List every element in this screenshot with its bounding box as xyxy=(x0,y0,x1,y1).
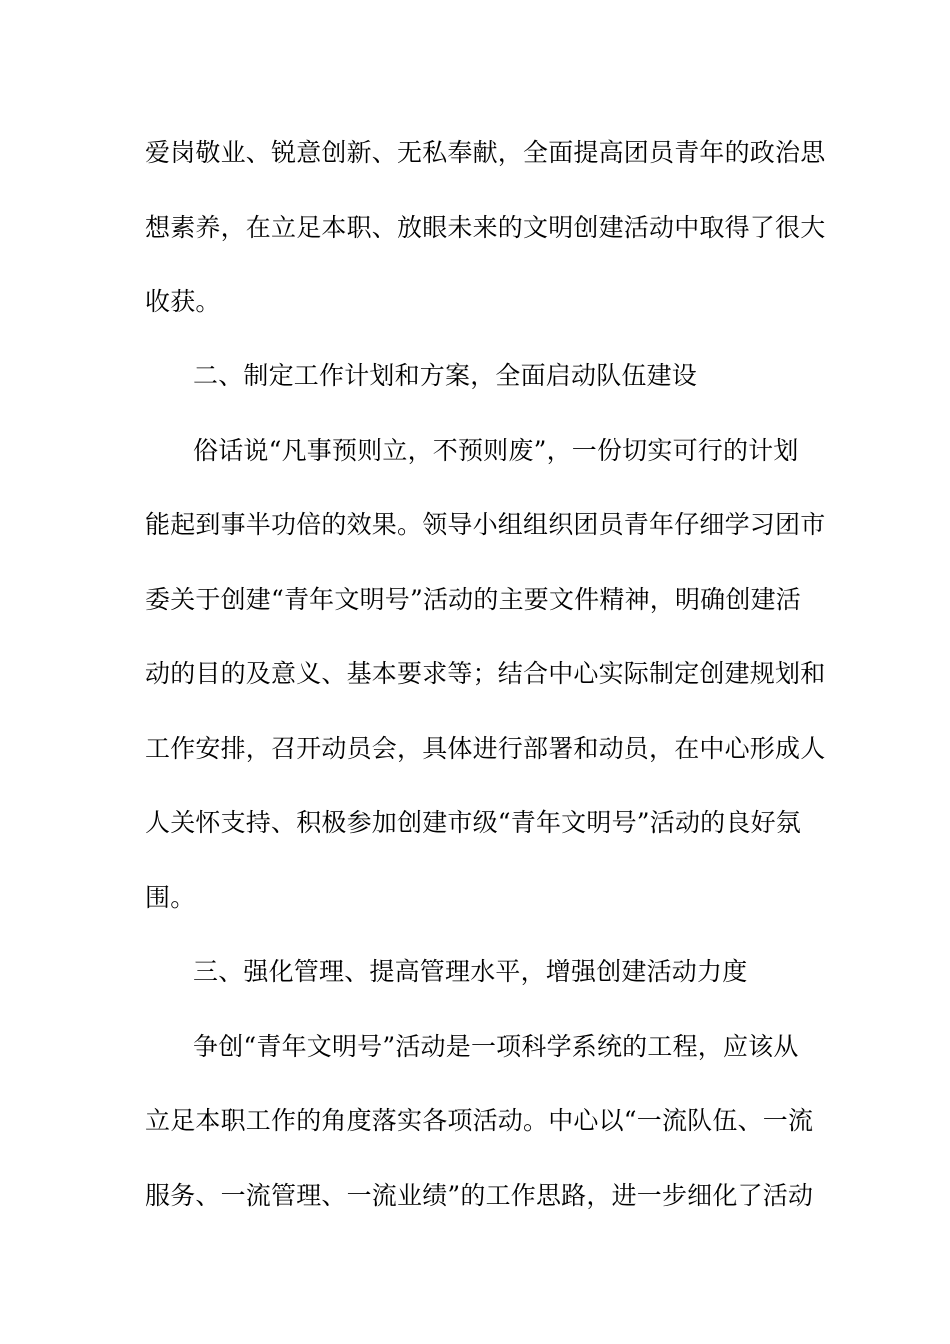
text-line: 委关于创建“青年文明号”活动的主要文件精神，明确创建活 xyxy=(145,585,801,614)
text-line: 俗话说“凡事预则立，不预则废”，一份切实可行的计划 xyxy=(193,436,799,465)
text-line: 服务、一流管理、一流业绩”的工作思路，进一步细化了活动 xyxy=(145,1181,814,1210)
text-line: 爱岗敬业、锐意创新、无私奉献，全面提高团员青年的政治思 xyxy=(145,138,826,167)
text-line: 围。 xyxy=(145,883,196,912)
text-line: 工作安排，召开动员会，具体进行部署和动员，在中心形成人 xyxy=(145,734,826,763)
text-line: 人关怀支持、积极参加创建市级“青年文明号”活动的良好氛 xyxy=(145,808,801,837)
text-line: 想素养，在立足本职、放眼未来的文明创建活动中取得了很大 xyxy=(145,213,826,242)
text-line: 能起到事半功倍的效果。领导小组组织团员青年仔细学习团市 xyxy=(145,510,826,539)
text-line: 动的目的及意义、基本要求等；结合中心实际制定创建规划和 xyxy=(145,659,826,688)
section-heading: 三、强化管理、提高管理水平，增强创建活动力度 xyxy=(193,957,748,986)
text-line: 争创“青年文明号”活动是一项科学系统的工程，应该从 xyxy=(193,1032,799,1061)
section-heading: 二、制定工作计划和方案，全面启动队伍建设 xyxy=(193,361,698,390)
text-line: 收获。 xyxy=(145,287,221,316)
text-line: 立足本职工作的角度落实各项活动。中心以“一流队伍、一流 xyxy=(145,1106,814,1135)
